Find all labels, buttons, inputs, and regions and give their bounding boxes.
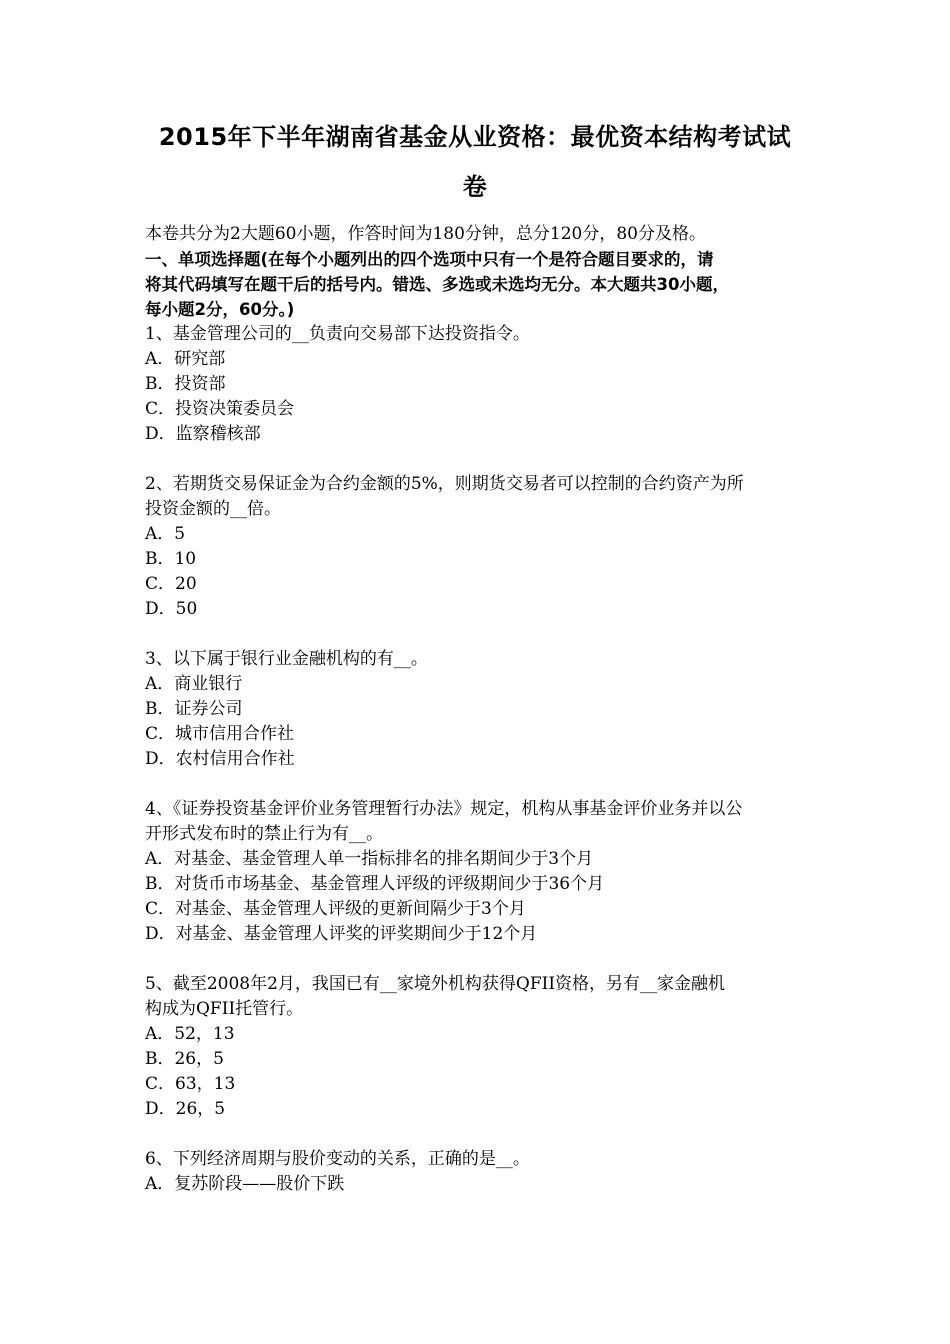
document-body bbox=[145, 222, 815, 1197]
answer-option: A．52，13 bbox=[145, 1024, 235, 1044]
answer-option: D．监察稽核部 bbox=[145, 424, 261, 444]
question-stem: 6、下列经济周期与股价变动的关系，正确的是__。 bbox=[145, 1149, 530, 1169]
answer-option: D．对基金、基金管理人评奖的评奖期间少于12个月 bbox=[145, 924, 538, 944]
answer-option: B．对货币市场基金、基金管理人评级的评级期间少于36个月 bbox=[145, 874, 605, 894]
exam-intro: 本卷共分为2大题60小题，作答时间为180分钟，总分120分，80分及格。 bbox=[145, 224, 706, 244]
answer-option: B．26，5 bbox=[145, 1049, 224, 1069]
question-stem: 2、若期货交易保证金为合约金额的5%，则期货交易者可以控制的合约资产为所 bbox=[145, 474, 744, 494]
answer-option: B．证券公司 bbox=[145, 699, 243, 719]
answer-option: C．20 bbox=[145, 574, 197, 594]
answer-option: C．63，13 bbox=[145, 1074, 236, 1094]
answer-option: D．农村信用合作社 bbox=[145, 749, 295, 769]
section-heading-line-2: 将其代码填写在题干后的括号内。错选、多选或未选均无分。本大题共30小题， bbox=[145, 275, 729, 294]
answer-option: D．50 bbox=[145, 599, 198, 619]
answer-option: A．5 bbox=[145, 524, 186, 544]
answer-option: A．复苏阶段——股价下跌 bbox=[145, 1174, 345, 1194]
question-stem: 投资金额的__倍。 bbox=[145, 499, 281, 519]
question-item bbox=[145, 322, 815, 447]
answer-option: B．10 bbox=[145, 549, 197, 569]
question-stem: 4、《证券投资基金评价业务管理暂行办法》规定，机构从事基金评价业务并以公 bbox=[145, 799, 743, 819]
title-line-1: 2015年下半年湖南省基金从业资格：最优资本结构考试试 bbox=[158, 123, 792, 151]
section-heading-line-1: 一、单项选择题(在每个小题列出的四个选项中只有一个是符合题目要求的，请 bbox=[145, 250, 714, 269]
section-heading-line-3: 每小题2分，60分。) bbox=[145, 300, 295, 319]
question-stem: 构成为QFII托管行。 bbox=[145, 999, 304, 1019]
answer-option: C．城市信用合作社 bbox=[145, 724, 295, 744]
answer-option: A．研究部 bbox=[145, 349, 226, 369]
answer-option: C．投资决策委员会 bbox=[145, 399, 295, 419]
question-stem: 5、截至2008年2月，我国已有__家境外机构获得QFII资格，另有__家金融机 bbox=[145, 974, 726, 994]
question-item bbox=[145, 797, 815, 947]
question-item bbox=[145, 972, 815, 1122]
answer-option: B．投资部 bbox=[145, 374, 226, 394]
document-title bbox=[130, 112, 820, 212]
section-heading bbox=[145, 247, 815, 322]
answer-option: A．商业银行 bbox=[145, 674, 243, 694]
title-line-2: 卷 bbox=[462, 173, 488, 201]
question-stem: 3、以下属于银行业金融机构的有__。 bbox=[145, 649, 428, 669]
question-item bbox=[145, 647, 815, 772]
answer-option: C．对基金、基金管理人评级的更新间隔少于3个月 bbox=[145, 899, 526, 919]
question-stem: 1、基金管理公司的__负责向交易部下达投资指令。 bbox=[145, 324, 530, 344]
question-item bbox=[145, 1147, 815, 1197]
answer-option: A．对基金、基金管理人单一指标排名的排名期间少于3个月 bbox=[145, 849, 594, 869]
question-item bbox=[145, 472, 815, 622]
answer-option: D．26，5 bbox=[145, 1099, 226, 1119]
question-list bbox=[145, 322, 815, 1197]
question-stem: 开形式发布时的禁止行为有__。 bbox=[145, 824, 383, 844]
